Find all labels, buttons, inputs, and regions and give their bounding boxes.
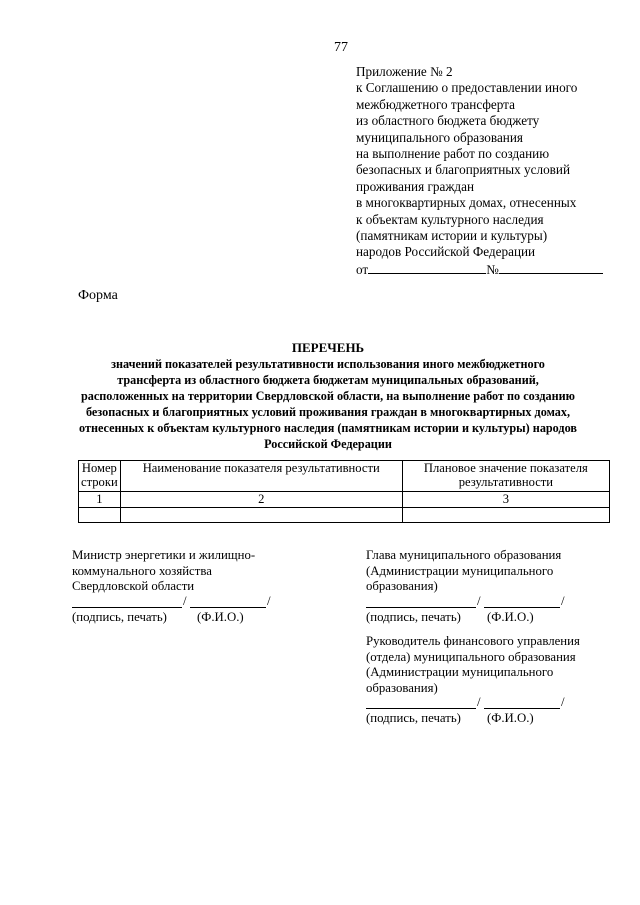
title-line: значений показателей результативности использования иного межбюджетного xyxy=(111,357,545,371)
caption-sign: (подпись, печать) xyxy=(72,609,167,624)
caption-name: (Ф.И.О.) xyxy=(486,711,534,725)
title-main: ПЕРЕЧЕНЬ xyxy=(291,340,365,355)
signatory-title-line: Руководитель финансового управления xyxy=(366,634,580,648)
table-row xyxy=(79,508,610,523)
name-field[interactable] xyxy=(484,696,560,709)
slash: / xyxy=(183,593,187,608)
header-indicator-name: Наименование показателя результативности xyxy=(120,461,402,492)
page-number: 77 xyxy=(334,40,348,55)
signatory-title-line: Свердловской области xyxy=(72,579,195,593)
appendix-line: межбюджетного трансферта xyxy=(356,96,515,112)
signature-caption xyxy=(72,610,332,626)
number-field[interactable] xyxy=(499,261,603,274)
title-line: безопасных и благоприятных условий проживания граждан в многоквартирных домах, xyxy=(85,405,571,419)
caption-name: (Ф.И.О.) xyxy=(486,609,534,624)
table-cell[interactable] xyxy=(120,508,402,523)
signature-field[interactable] xyxy=(366,696,476,709)
appendix-line: к Соглашению о предоставлении иного xyxy=(356,80,578,96)
caption-sign: (подпись, печать) xyxy=(366,609,461,624)
appendix-line: из областного бюджета бюджету xyxy=(356,113,540,129)
signature-lines xyxy=(72,595,332,610)
performance-table xyxy=(78,460,610,523)
header-row-number: Номер строки xyxy=(79,461,121,492)
signature-head xyxy=(366,548,616,625)
slash: / xyxy=(561,593,565,608)
caption-sign: (подпись, печать) xyxy=(366,711,461,725)
date-field[interactable] xyxy=(368,261,486,274)
name-field[interactable] xyxy=(484,595,560,608)
signatory-title-line: Министр энергетики и жилищно- xyxy=(72,548,256,562)
appendix-line: к объектам культурного наследия xyxy=(356,211,544,227)
signature-minister xyxy=(72,548,332,625)
appendix-line: (памятникам истории и культуры) xyxy=(356,228,548,244)
appendix-line: в многоквартирных домах, отнесенных xyxy=(356,195,577,211)
signatory-title-line: образования) xyxy=(366,680,438,695)
appendix-line: народов Российской Федерации xyxy=(356,244,536,260)
signature-lines xyxy=(366,696,626,711)
title-line: Российской Федерации xyxy=(264,437,392,451)
signature-field[interactable] xyxy=(366,595,476,608)
column-number: 3 xyxy=(402,492,609,508)
appendix-line: проживания граждан xyxy=(356,178,475,194)
signature-field[interactable] xyxy=(72,595,182,608)
form-label: Форма xyxy=(78,288,118,303)
table-cell[interactable] xyxy=(402,508,609,523)
slash: / xyxy=(477,593,481,608)
table-header-row xyxy=(79,461,610,492)
name-field[interactable] xyxy=(190,595,266,608)
number-sign: № xyxy=(486,261,499,277)
table-number-row xyxy=(79,492,610,508)
column-number: 2 xyxy=(120,492,402,508)
slash: / xyxy=(267,593,271,608)
appendix-line: на выполнение работ по созданию xyxy=(356,146,550,162)
title-line: расположенных на территории Свердловской области, на выполнение работ по созданию xyxy=(81,389,575,403)
signatory-title-line: (Администрации муниципального xyxy=(366,563,554,578)
signature-lines xyxy=(366,595,616,610)
caption-name: (Ф.И.О.) xyxy=(196,609,244,624)
appendix-line: Приложение № 2 xyxy=(356,64,453,79)
header-planned-value: Плановое значение показателя результативности xyxy=(402,461,609,492)
appendix-line: безопасных и благоприятных условий xyxy=(356,162,570,178)
date-number-line xyxy=(356,261,626,278)
document-title xyxy=(60,340,596,452)
signature-finance xyxy=(366,634,626,727)
signatory-title-line: (отдела) муниципального образования xyxy=(366,649,576,664)
slash: / xyxy=(561,695,565,709)
signatory-title-line: (Администрации муниципального xyxy=(366,665,554,679)
title-line: отнесенных к объектам культурного наследия (памятникам истории и культуры) народов xyxy=(79,421,577,435)
signatory-title-line: образования) xyxy=(366,579,438,593)
signatory-title-line: Глава муниципального образования xyxy=(366,548,562,562)
slash: / xyxy=(477,695,481,709)
title-line: трансферта из областного бюджета бюджетам муниципальных образований, xyxy=(117,373,539,387)
table-cell[interactable] xyxy=(79,508,121,523)
signatory-title-line: коммунального хозяйства xyxy=(72,563,212,578)
appendix-block xyxy=(356,64,626,278)
appendix-line: муниципального образования xyxy=(356,129,523,145)
date-prefix: от xyxy=(356,261,369,277)
column-number: 1 xyxy=(79,492,121,508)
signature-caption xyxy=(366,610,616,626)
signature-caption xyxy=(366,711,626,727)
